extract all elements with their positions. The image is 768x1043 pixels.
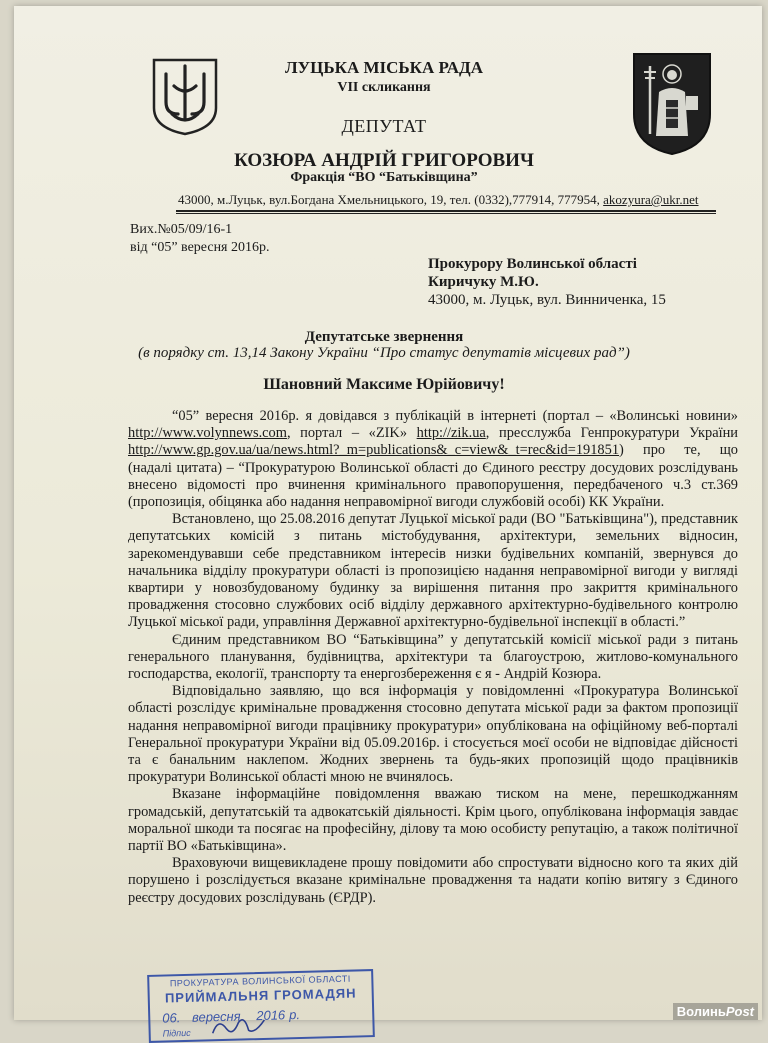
volynpost-watermark bbox=[673, 1003, 758, 1020]
watermark-brand-suffix: Post bbox=[725, 1004, 754, 1019]
body-paragraph-2: Встановлено, що 25.08.2016 депутат Луцької міської ради (ВО "Батьківщина"), представник депутатських комісій з питань містобудування, архітектури, земельних відносин, зарекомендувавши себе представником інтересів низки будівельних компаній, звернувся до начальника відділу прокуратури області із пропозицією надання неправомірної вигоди у вигляді квартири у новозбудованому будинку за вирішення питання про закриття кримінального провадження стосовно службових осіб відділу державного архітектурно-будівельного контролю Луцької міської ради, управління Державної архітектурно-будівельної інспекції в області.” bbox=[128, 511, 738, 631]
stamp-date-month: вересня bbox=[191, 1008, 241, 1025]
p1-text-a: “05” вересня 2016р. я довідався з публікацій в інтернеті (портал – «Волинські новини» bbox=[172, 408, 738, 424]
p1-text-c: , пресслужба Генпрокуратури України bbox=[485, 425, 738, 442]
addressee-block bbox=[428, 255, 666, 309]
subject-subtitle: (в порядку ст. 13,14 Закону України “Про статус депутатів місцевих рад”) bbox=[138, 345, 630, 361]
stamp-date-year-suffix: 16 bbox=[270, 1007, 286, 1023]
outgoing-number: Вих.№05/09/16-1 bbox=[130, 222, 233, 237]
deputy-name: КОЗЮРА АНДРІЙ ГРИГОРОВИЧ bbox=[234, 150, 534, 171]
sender-email-link[interactable]: akozyura@ukr.net bbox=[603, 192, 699, 207]
body-paragraph-5: Вказане інформаційне повідомлення вважаю тиском на мене, перешкоджанням громадській, депутатській та адвокатській діяльності. Крім цього, опублікована інформація завдає моральної шкоди та посягає на професійну, ділову та мою особисту репутацію, а також політичної партії ВО «Батьківщина». bbox=[128, 786, 738, 855]
body-paragraph-6: Враховуючи вищевикладене прошу повідомити або спростувати відносно кого та яких дій порушено і розслідується вказане кримінальне провадження та надати копію витягу з Єдиного реєстру досудових розслідувань (ЄРДР). bbox=[128, 855, 738, 906]
stamp-title: ПРИЙМАЛЬНЯ ГРОМАДЯН bbox=[164, 985, 357, 1006]
reference-date: від “05” вересня 2016р. bbox=[130, 240, 270, 255]
sender-address-text: 43000, м.Луцьк, вул.Богдана Хмельницького, 19, тел. (0332),777914, 777954, bbox=[178, 192, 604, 207]
subject-title: Депутатське звернення bbox=[304, 329, 464, 345]
gp-gov-link[interactable]: http://www.gp.gov.ua/ua/news.html?_m=publications&_c=view&_t=rec&id=191851 bbox=[128, 442, 620, 459]
handwritten-signature-icon bbox=[208, 1014, 269, 1040]
volynnews-link[interactable]: http://www.volynnews.com bbox=[128, 425, 287, 442]
header-divider bbox=[176, 210, 716, 212]
stamp-date-year-prefix: 20 bbox=[256, 1007, 271, 1024]
convocation: VII скликання bbox=[337, 80, 431, 95]
stamp-date-day: 06. bbox=[162, 1010, 181, 1026]
watermark-brand: Волинь bbox=[676, 1004, 726, 1019]
body-paragraph-4: Відповідально заявляю, що вся інформація у повідомленні «Прокуратура Волинської області розслідує кримінальне провадження стосовно депутата міської ради за фактом пропозиції надання неправомірної вигоди працівнику прокуратури» опублікована на офіційному веб-порталі Генеральної прокуратури України від 05.09.2016р. і стосується моєї особи не відповідає дійсності та є банальним наклепом. Жодних звернень та будь-яких пропозицій щодо працівників прокуратури Волинської області мною не вчинялось. bbox=[128, 683, 738, 786]
stamp-date-unit: р. bbox=[288, 1006, 301, 1023]
p1-text-d: ) про те, що (надалі цитата) – “Прокуратурою Волинської області до Єдиного реєстру досудових розслідувань внесено відомості про вчинення кримінального правопорушення, передбаченого ч.3 ст.369 (пропозиція, обіцянка або надання неправомірної вигоди службовій особі) КК України. bbox=[128, 442, 738, 511]
greeting: Шановний Максиме Юрійовичу! bbox=[263, 376, 505, 393]
addressee-name: Киричуку М.Ю. bbox=[428, 274, 539, 290]
council-name: ЛУЦЬКА МІСЬКА РАДА bbox=[285, 58, 483, 77]
sender-address bbox=[178, 192, 699, 208]
reference-block bbox=[130, 221, 270, 257]
letter-body bbox=[128, 408, 738, 907]
header-divider-thin bbox=[176, 213, 716, 214]
addressee-position: Прокурору Волинської області bbox=[428, 256, 637, 272]
addressee-address: 43000, м. Луцьк, вул. Винниченка, 15 bbox=[428, 292, 666, 308]
faction-name: Фракція “ВО “Батьківщина” bbox=[290, 170, 478, 185]
body-paragraph-3: Єдиним представником ВО “Батьківщина” у депутатській комісії міської ради з питань генерального планування, будівництва, архітектури та благоустрою, житлово-комунального господарства, екології, транспорту та енергозбереження є я - Андрій Козюра. bbox=[128, 631, 738, 683]
zik-link[interactable]: http://zik.ua bbox=[416, 425, 486, 442]
stamp-signature-label: Підпис bbox=[162, 1027, 191, 1039]
body-paragraph-1 bbox=[128, 408, 738, 511]
p1-text-b: , портал – «ZIK» bbox=[286, 425, 417, 442]
reception-stamp bbox=[147, 969, 375, 1043]
deputy-role: ДЕПУТАТ bbox=[341, 116, 427, 136]
stamp-organization: ПРОКУРАТУРА ВОЛИНСЬКОЇ ОБЛАСТІ bbox=[169, 973, 351, 989]
